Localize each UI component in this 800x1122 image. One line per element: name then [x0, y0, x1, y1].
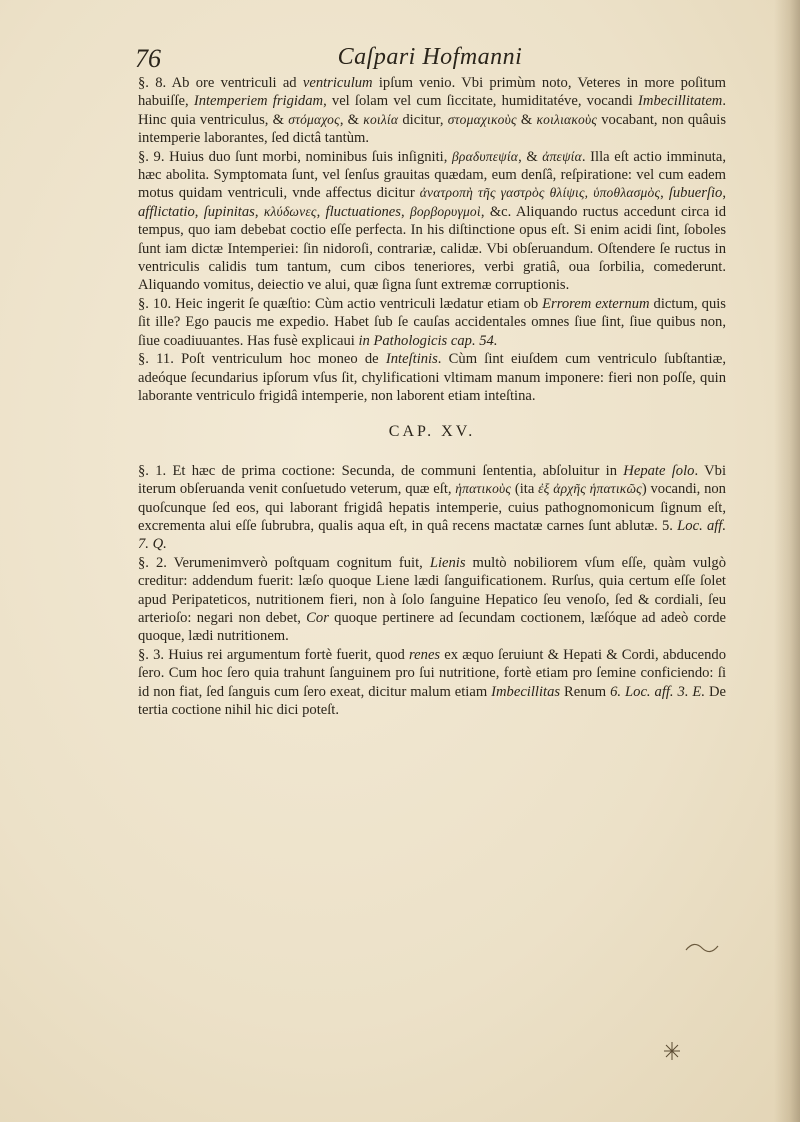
- text-run: multò nobiliorem vſum eſſe, quàm vulgò creditur: addendum fuerit: læſo quoque Liene lædi ſanguificationem. Rurſus, quia certum eſſe ſolet apud Peripateticos, nutritionem fieri, non à ſolo ſanguine Hepatico ſeu venoſo, ſed & cordiali, ſeu arterioſo: negari non debet,: [138, 554, 726, 626]
- greek-term: κλύδωνες: [263, 203, 317, 219]
- text-run: ) vocandi, non quoſcunque ſed eos, qui laborant frigidâ hepatis intemperie, cuius pathognomonicum ſignum eſt, excrementa alui eſſe ſubrubra, qualis aqua eſt, in quâ recens mactatæ carnes ſunt ablutæ. 5.: [138, 481, 726, 534]
- text-run: ,: [254, 203, 264, 220]
- italic-term: renes: [409, 646, 441, 663]
- page-body: [138, 74, 726, 719]
- italic-term: Intemperiem frigidam: [193, 93, 324, 110]
- text-run: ,: [316, 203, 326, 220]
- paragraph: [138, 350, 726, 405]
- page-header: [135, 44, 725, 78]
- italic-term: ſubuerſio: [668, 185, 723, 202]
- text-run: . Vbi iterum obſeruanda venit conſuetudo veterum, quæ eſt,: [138, 462, 726, 498]
- text-run: . Cùm ſint eiuſdem cum ventriculo ſubſtantiæ, adeóque ſecundarius ipſorum vſus ſit, chylificationi vltimam manum imponere: fieri non poſſe, quin laborante ventriculo frigidâ intemperie, non laborent etiam inteſtina.: [138, 351, 726, 404]
- paragraph: [138, 554, 726, 646]
- text-run: , vel ſolam vel cum ſiccitate, humiditatéve, vocandi: [323, 93, 639, 110]
- text-run: §. 10. Heic ingerit ſe quæſtio: Cùm actio ventriculi lædatur etiam ob: [138, 295, 543, 312]
- greek-term: βραδυπεψία: [451, 148, 519, 164]
- greek-term: κοιλία: [363, 111, 399, 127]
- text-run: ,: [722, 185, 726, 202]
- italic-term: Inteſtinis: [385, 351, 438, 368]
- section-chapter-xv: [138, 462, 726, 720]
- text-run: ,: [400, 203, 410, 220]
- italic-term: Imbecillitas: [491, 683, 561, 700]
- italic-term: fluctuationes: [325, 203, 401, 220]
- italic-term: ſupinitas: [203, 203, 255, 220]
- text-run: , &c. Aliquando ructus accedunt circa id tempus, quo iam debebat coctio eſſe perfecta. In his diſtinctione opus eſt. Si enim acidi ſint, ſoboles ſunt iam dictæ Intemperiei: ſin nidoroſi, contrariæ, calidæ. Vbi obſeruandum. Oſtendere ſe ructus in ventriculis calidis tum tantum, cum cibos teneriores, verbi gratiâ, oua ſorbilia, comederunt. Aliquando vomitus, deiectio ve alui, quæ ſigna ſunt extremæ corruptionis.: [138, 203, 726, 294]
- paragraph: [138, 148, 726, 295]
- text-run: (ita: [511, 481, 539, 498]
- text-run: De tertia coctione nihil hic dici poteſt.: [138, 683, 726, 718]
- page-number: 76: [135, 44, 161, 73]
- text-run: §. 2. Verumenimverò poſtquam cognitum fuit,: [138, 554, 430, 571]
- text-run: . Illa eſt actio imminuta, hæc abolita. Symptomata ſunt, vel ſenſus grauitas quædam, eum denſâ, reſpiratione: vel cum eadem motus quidam ventriculi, vnde affectus dicitur: [138, 148, 726, 202]
- section-chapter-xiv-end: [138, 74, 726, 405]
- italic-term: Lienis: [429, 554, 466, 571]
- text-run: dictum, quis ſit ille? Ego paucis me expedio. Habet ſub ſe cauſas accidentales omnes ſiue ſint, ſiue quibus non, ſiue coadiuuantes. Has fusè explicaui: [138, 295, 726, 349]
- italic-term: ventriculum: [302, 75, 373, 91]
- text-run: §. 9. Huius duo ſunt morbi, nominibus ſuis inſigniti,: [138, 148, 452, 165]
- greek-term: στομαχικοὺς: [447, 111, 517, 127]
- page-spine-shadow: [774, 0, 800, 1122]
- stain-mark: [660, 1040, 684, 1062]
- text-run: , &: [518, 148, 543, 165]
- paragraph: [138, 295, 726, 350]
- text-run: ipſum venio. Vbi primùm noto, Veteres in more poſitum habuiſſe,: [138, 75, 726, 110]
- text-run: vocabant, non quâuis intemperie laborantes, ſed dictâ tantùm.: [138, 111, 727, 147]
- greek-term: ἐξ ἀρχῆς ἡπατικῶς: [538, 481, 642, 497]
- greek-term: ἀπεψία: [542, 148, 582, 164]
- text-run: ex æquo ſeruiunt & Hepati & Cordi, abducendo ſero. Cum hoc ſero quia trahunt ſanguinem pro ſui nutritione, fortè etiam pro ſemine conficiendo: ſi id non fiat, ſed ſanguis cum ſero exeat, dicitur malum etiam: [138, 646, 726, 700]
- italic-term: in Pathologicis cap. 54.: [358, 332, 498, 349]
- greek-term: βορβορυγμοὶ: [409, 203, 481, 219]
- text-run: &: [516, 111, 537, 128]
- italic-term: 6. Loc. aff. 3. E.: [610, 683, 705, 700]
- text-run: §. 3. Huius rei argumentum fortè fuerit, quod: [138, 646, 410, 663]
- text-run: Renum: [560, 683, 611, 700]
- italic-term: Hepate ſolo: [623, 462, 695, 479]
- paragraph: [138, 462, 726, 554]
- text-run: ,: [194, 203, 204, 220]
- greek-term: στόμαχος: [288, 111, 340, 127]
- italic-term: Errorem externum: [542, 295, 650, 312]
- text-run: ,: [660, 185, 669, 202]
- text-run: dicitur,: [398, 111, 448, 128]
- greek-term: κοιλιακοὺς: [536, 111, 598, 127]
- italic-term: Loc. aff. 7. Q.: [138, 517, 726, 553]
- ink-mark: [684, 936, 724, 956]
- text-run: §. 8. Ab ore ventriculi ad: [138, 75, 303, 91]
- greek-term: ἡπατικοὺς: [455, 481, 512, 497]
- text-run: §. 11. Poſt ventriculum hoc moneo de: [138, 351, 386, 368]
- italic-term: Cor: [306, 609, 329, 626]
- paragraph: [138, 646, 726, 720]
- text-run: , &: [339, 111, 364, 128]
- italic-term: Imbecillitatem: [638, 93, 723, 110]
- italic-term: afflictatio: [138, 203, 195, 220]
- greek-term: ἀνατροπὴ τῆς γαστρὸς θλίψις, ὑποθλασμὸς: [419, 185, 661, 201]
- text-run: . Hinc quia ventriculus, &: [138, 93, 726, 128]
- paragraph: [138, 74, 726, 148]
- chapter-heading: CAP. XV.: [388, 423, 476, 441]
- running-title: Caſpari Hofmanni: [337, 44, 523, 70]
- text-run: §. 1. Et hæc de prima coctione: Secunda, de communi ſententia, abſoluitur in: [138, 462, 624, 479]
- text-run: quoque pertinere ad ſecundam coctionem, læſóque ad adeò corde quoque, lædi nutritionem.: [138, 609, 727, 645]
